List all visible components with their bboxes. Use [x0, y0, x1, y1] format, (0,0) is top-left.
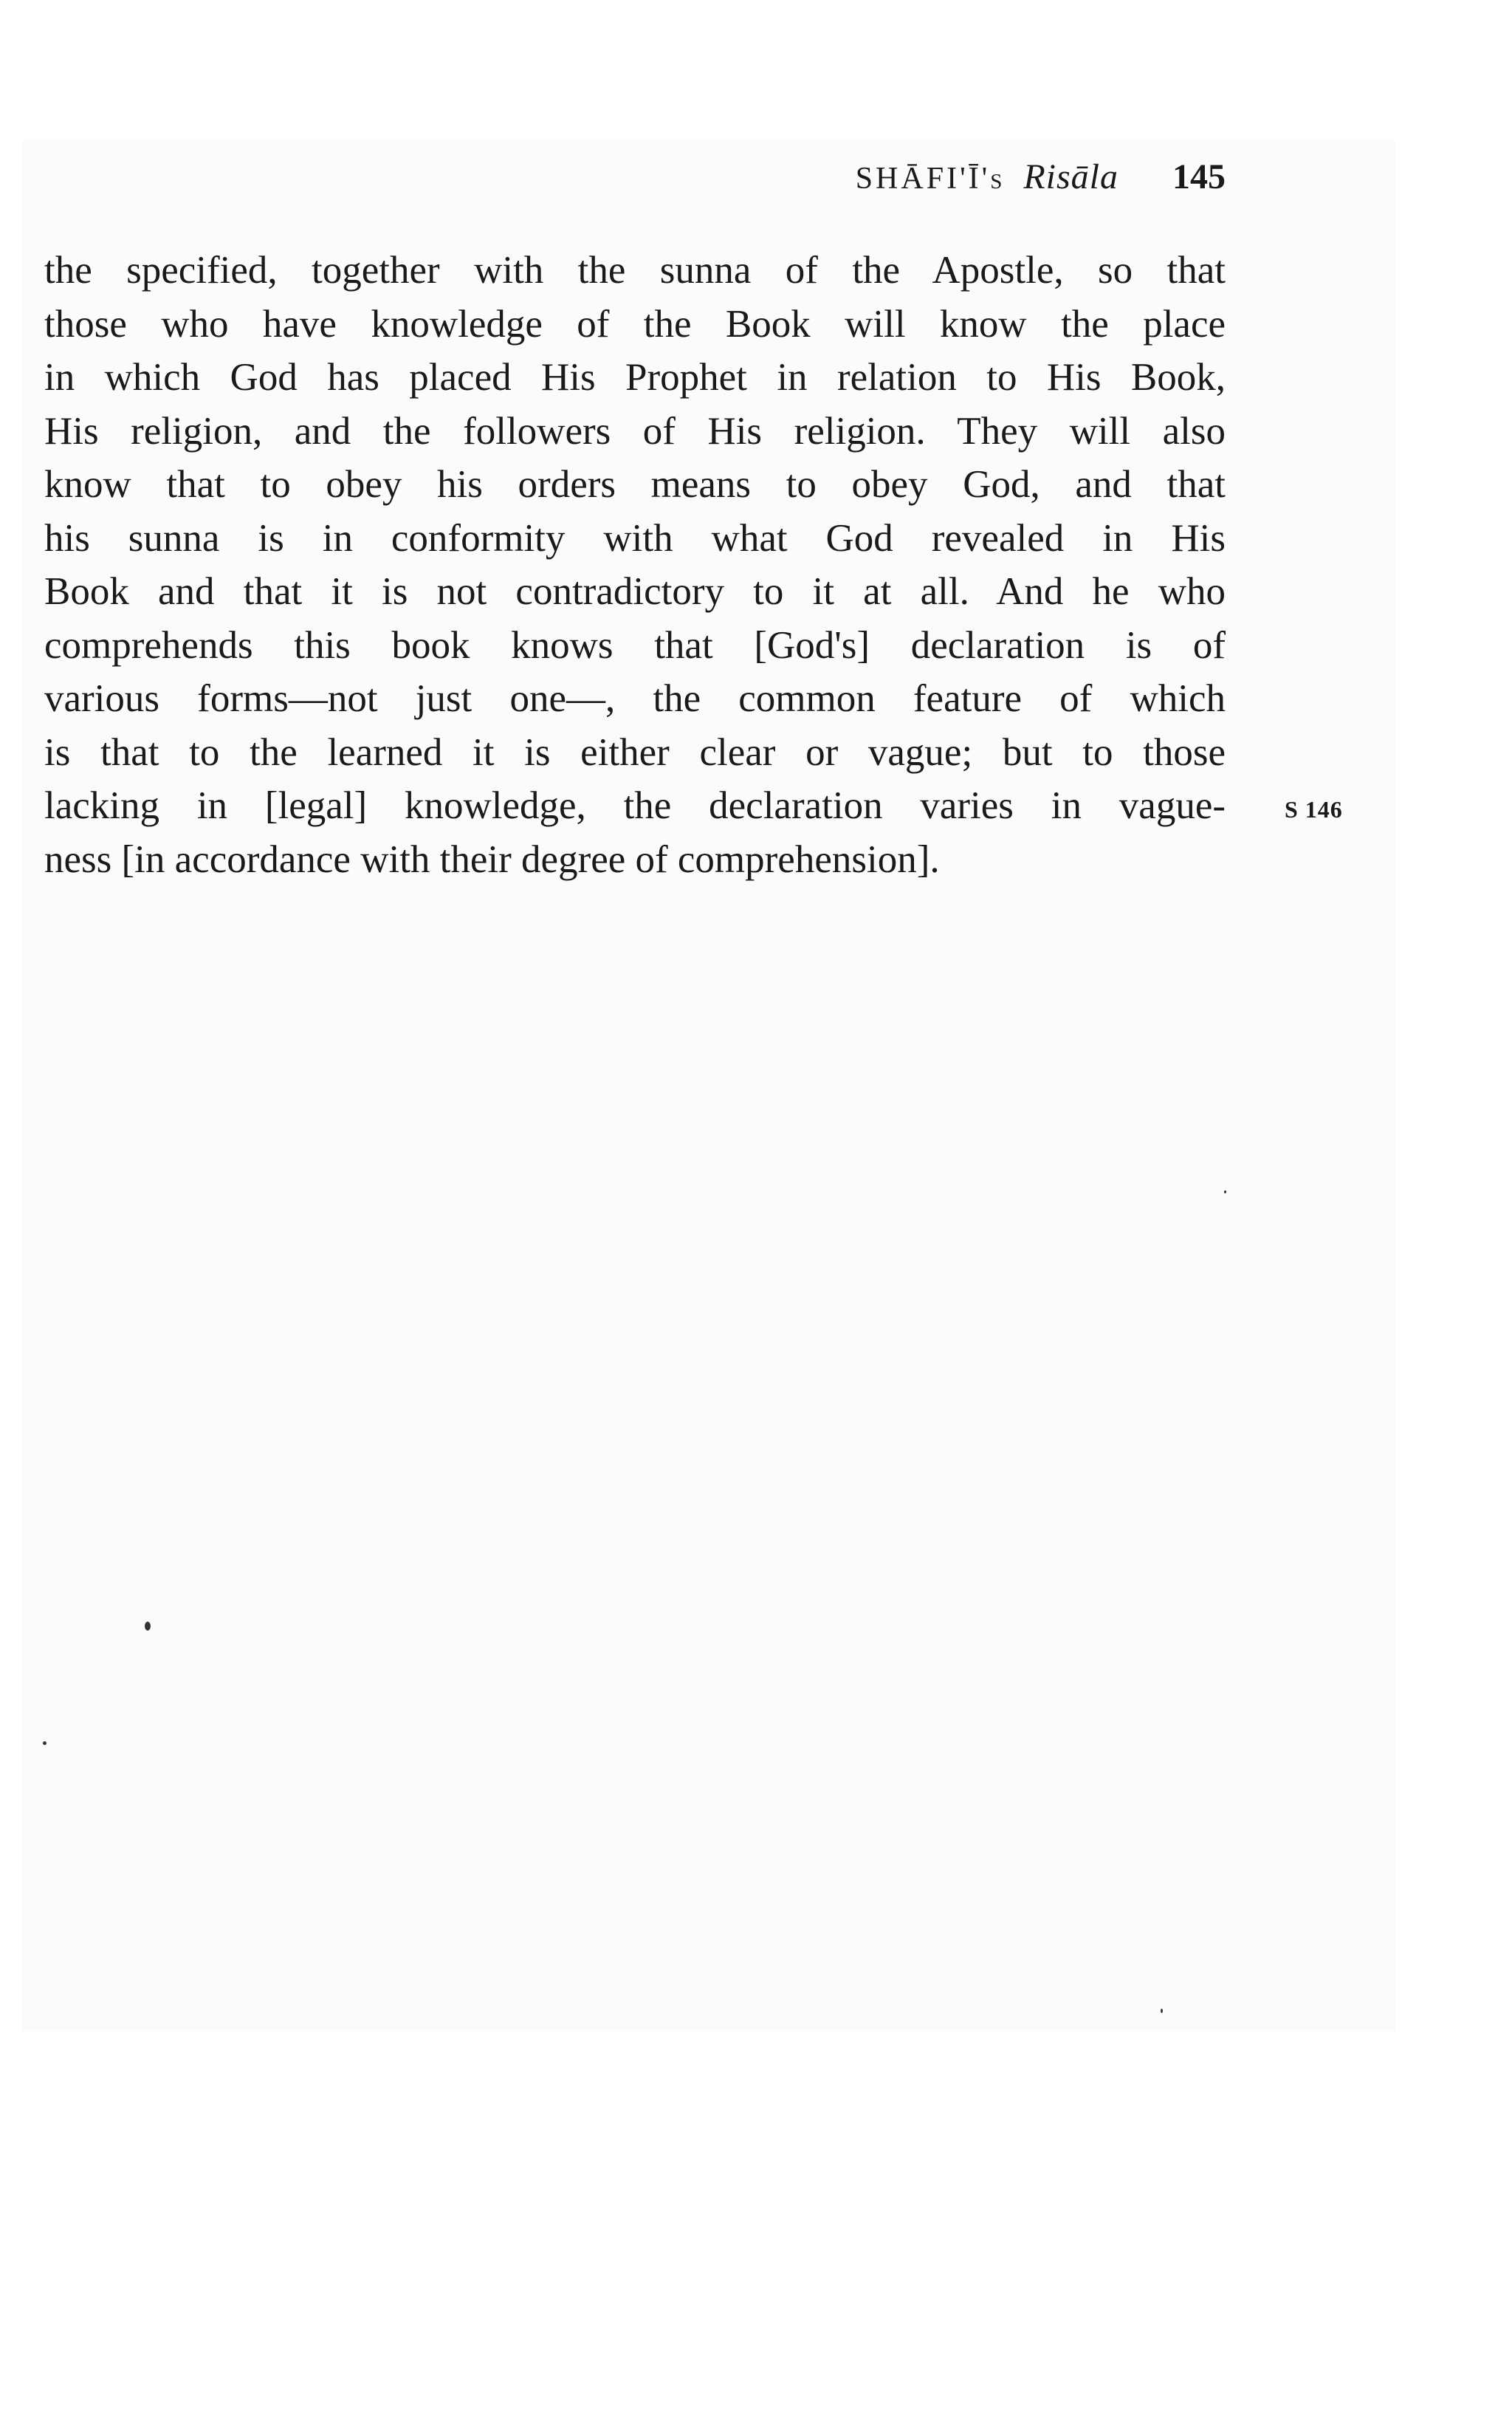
- scan-speck: [1224, 1190, 1226, 1193]
- running-head: [44, 151, 1226, 203]
- scan-speck: [145, 1622, 151, 1631]
- text-line: those who have knowledge of the Book will know the place: [44, 302, 1226, 346]
- text-line: know that to obey his orders means to obey God, and that: [44, 463, 1226, 506]
- text-line: is that to the learned it is either clear or vague; but to those: [44, 730, 1226, 774]
- text-line: in which God has placed His Prophet in relation to His Book,: [44, 356, 1226, 399]
- text-line: his sunna is in conformity with what God revealed in His: [44, 516, 1226, 560]
- section-marker: S 146: [1285, 796, 1343, 823]
- text-line: ness [in accordance with their degree of comprehension].: [44, 837, 940, 881]
- text-line: lacking in [legal] knowledge, the declaration varies in vague-: [44, 784, 1226, 827]
- text-line: the specified, together with the sunna of the Apostle, so that: [44, 249, 1226, 292]
- scan-speck: [1161, 2009, 1163, 2013]
- running-head-title: Risāla: [1023, 157, 1118, 196]
- scan-speck: [43, 1741, 47, 1745]
- page-number: 145: [1172, 157, 1226, 196]
- text-line: Book and that it is not contradictory to it at all. And he who: [44, 570, 1226, 613]
- body-paragraph: [44, 244, 1226, 886]
- text-line: His religion, and the followers of His religion. They will also: [44, 409, 1226, 453]
- text-line: comprehends this book knows that [God's] declaration is of: [44, 623, 1226, 667]
- text-line: various forms—not just one—, the common feature of which: [44, 677, 1226, 720]
- running-head-author: SHĀFI'Ī's: [855, 162, 1006, 196]
